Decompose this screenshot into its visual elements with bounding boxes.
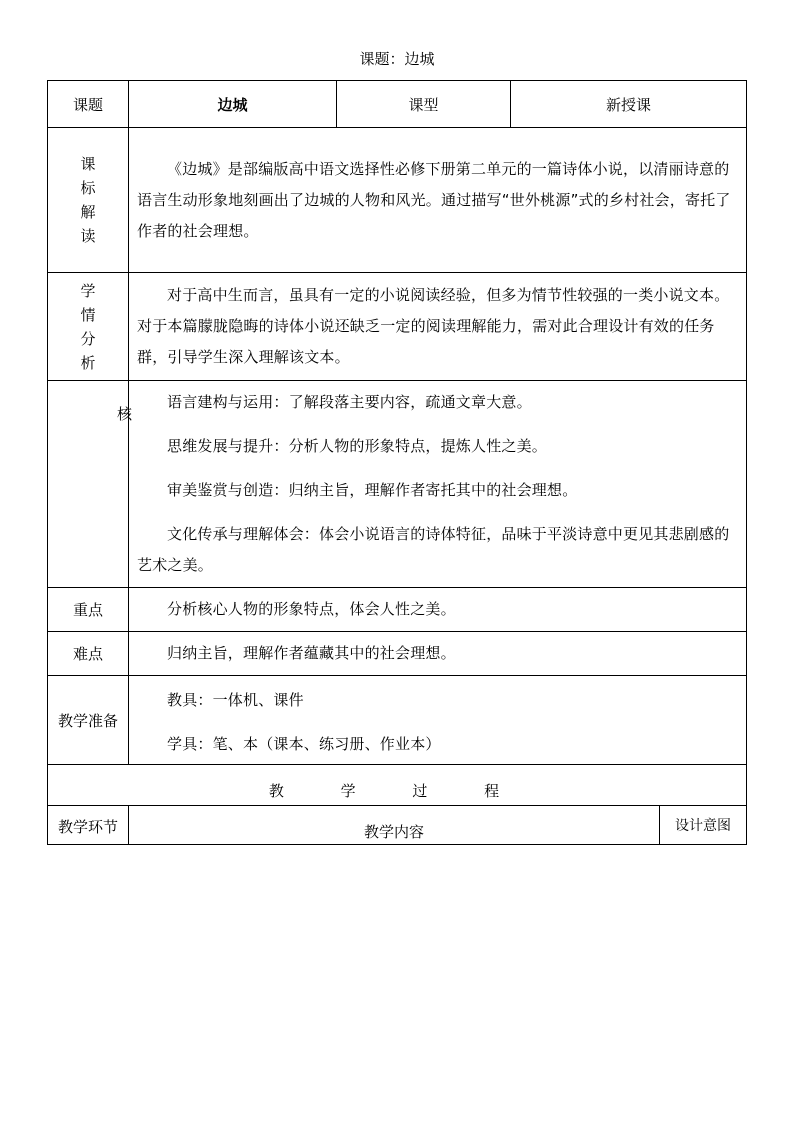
core-item: 语言建构与运用：了解段落主要内容，疏通文章大意。 xyxy=(167,393,532,411)
key-point-row xyxy=(48,588,747,632)
intent-column-header: 设计意图 xyxy=(660,806,747,845)
standard-content xyxy=(129,128,747,273)
header-row xyxy=(48,81,747,128)
core-row xyxy=(48,381,747,588)
key-point-text: 分析核心人物的形象特点，体会人性之美。 xyxy=(167,600,456,618)
core-item: 文化传承与理解体会：体会小说语言的诗体特征，品味于平淡诗意中更见其悲剧感的艺术之美。 xyxy=(137,525,730,574)
standard-row xyxy=(48,128,747,273)
core-item: 思维发展与提升：分析人物的形象特点，提炼人性之美。 xyxy=(167,437,548,455)
analysis-content xyxy=(129,273,747,381)
difficulty-text: 归纳主旨，理解作者蕴藏其中的社会理想。 xyxy=(167,644,456,662)
difficulty-row xyxy=(48,632,747,676)
prep-row xyxy=(48,676,747,765)
prep-content xyxy=(129,676,747,765)
topic-label: 课题 xyxy=(48,81,129,128)
difficulty-label: 难点 xyxy=(48,632,129,676)
core-label: 核 xyxy=(48,381,129,588)
lesson-plan-table xyxy=(47,80,747,845)
process-columns-row xyxy=(48,806,747,845)
process-heading-row xyxy=(48,765,747,806)
document-title: 课题：边城 xyxy=(359,50,435,68)
stage-column-header: 教学环节 xyxy=(48,806,129,845)
content-column-header: 教学内容 xyxy=(129,806,660,845)
standard-label: 课 标 解 读 xyxy=(48,128,129,273)
difficulty-content xyxy=(129,632,747,676)
process-heading: 教 学 过 程 xyxy=(48,765,747,806)
lesson-type-label: 课型 xyxy=(337,81,511,128)
key-point-label: 重点 xyxy=(48,588,129,632)
standard-text: 《边城》是部编版高中语文选择性必修下册第二单元的一篇诗体小说，以清丽诗意的语言生动形象地刻画出了边城的人物和风光。通过描写“世外桃源”式的乡村社会，寄托了作者的社会理想。 xyxy=(137,159,731,240)
key-point-content xyxy=(129,588,747,632)
topic-value: 边城 xyxy=(129,81,337,128)
lesson-type-value: 新授课 xyxy=(511,81,747,128)
core-item: 审美鉴赏与创造：归纳主旨，理解作者寄托其中的社会理想。 xyxy=(167,481,578,499)
analysis-label: 学 情 分 析 xyxy=(48,273,129,381)
core-content xyxy=(129,381,747,588)
prep-teacher-tools: 教具：一体机、课件 xyxy=(167,690,304,709)
prep-label: 教学准备 xyxy=(48,676,129,765)
analysis-row xyxy=(48,273,747,381)
analysis-text: 对于高中生而言，虽具有一定的小说阅读经验，但多为情节性较强的一类小说文本。对于本篇朦胧隐晦的诗体小说还缺乏一定的阅读理解能力，需对此合理设计有效的任务群，引导学生深入理解该文本。 xyxy=(137,286,730,366)
prep-student-tools: 学具：笔、本（课本、练习册、作业本） xyxy=(167,734,441,753)
